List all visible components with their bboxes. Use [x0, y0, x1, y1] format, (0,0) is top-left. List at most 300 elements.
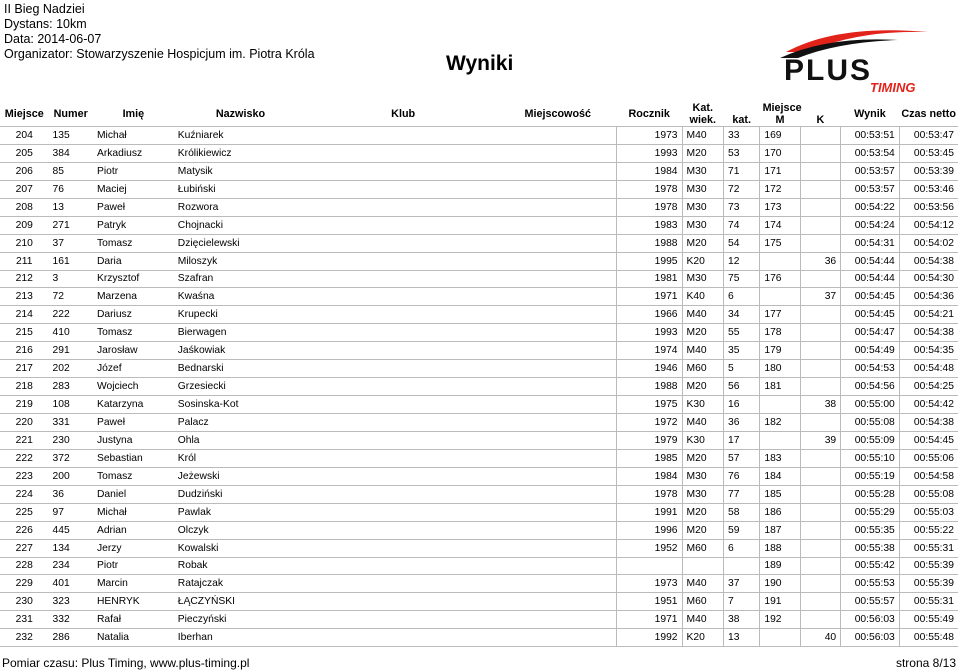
- table-header-row: [0, 102, 958, 114]
- results-body: [0, 127, 958, 647]
- cell-m: 180: [760, 360, 800, 378]
- cell-first-name: Rafał: [93, 611, 174, 629]
- cell-kat: 54: [723, 234, 759, 252]
- cell-kat: 59: [723, 521, 759, 539]
- cell-k: [800, 342, 840, 360]
- cell-place: 209: [0, 216, 49, 234]
- cell-cat: M30: [682, 216, 723, 234]
- cell-city: [499, 234, 616, 252]
- cell-m: 186: [760, 503, 800, 521]
- cell-net: 00:54:42: [899, 396, 958, 414]
- cell-year: 1975: [616, 396, 682, 414]
- cell-last-name: Bednarski: [174, 360, 307, 378]
- cell-k: [800, 485, 840, 503]
- cell-m: 174: [760, 216, 800, 234]
- cell-club: [307, 521, 499, 539]
- col-first-name: Imię: [122, 108, 145, 120]
- cell-cat: M40: [682, 306, 723, 324]
- cell-first-name: Natalia: [93, 629, 174, 647]
- cell-year: 1966: [616, 306, 682, 324]
- cell-k: [800, 611, 840, 629]
- cell-net: 00:54:21: [899, 306, 958, 324]
- cell-city: [499, 342, 616, 360]
- cell-place: 205: [0, 144, 49, 162]
- cell-place: 216: [0, 342, 49, 360]
- cell-cat: K40: [682, 288, 723, 306]
- cell-city: [499, 629, 616, 647]
- cell-number: 372: [49, 449, 93, 467]
- cell-city: [499, 360, 616, 378]
- cell-city: [499, 575, 616, 593]
- cell-first-name: Katarzyna: [93, 396, 174, 414]
- cell-year: 1992: [616, 629, 682, 647]
- cell-kat: 72: [723, 180, 759, 198]
- cell-m: 171: [760, 162, 800, 180]
- cell-k: [800, 198, 840, 216]
- cell-net: 00:54:35: [899, 342, 958, 360]
- cell-result: 00:54:44: [841, 252, 900, 270]
- cell-result: 00:55:28: [841, 485, 900, 503]
- cell-m: 181: [760, 378, 800, 396]
- table-row: [0, 557, 958, 575]
- cell-result: 00:55:00: [841, 396, 900, 414]
- cell-m: 189: [760, 557, 800, 575]
- cell-m: [760, 431, 800, 449]
- cell-year: 1971: [616, 611, 682, 629]
- cell-k: [800, 306, 840, 324]
- cell-club: [307, 575, 499, 593]
- cell-last-name: Ohla: [174, 431, 307, 449]
- cell-last-name: Szafran: [174, 270, 307, 288]
- cell-city: [499, 557, 616, 575]
- cell-kat: 71: [723, 162, 759, 180]
- cell-place: 206: [0, 162, 49, 180]
- cell-cat: K30: [682, 396, 723, 414]
- cell-club: [307, 539, 499, 557]
- cell-cat: M20: [682, 503, 723, 521]
- cell-city: [499, 449, 616, 467]
- cell-year: 1991: [616, 503, 682, 521]
- cell-cat: M60: [682, 539, 723, 557]
- cell-city: [499, 611, 616, 629]
- cell-net: 00:55:31: [899, 593, 958, 611]
- cell-m: 169: [760, 127, 800, 145]
- table-row: [0, 396, 958, 414]
- table-row: [0, 521, 958, 539]
- cell-net: 00:54:12: [899, 216, 958, 234]
- cell-club: [307, 449, 499, 467]
- cell-first-name: Tomasz: [93, 324, 174, 342]
- cell-first-name: Piotr: [93, 557, 174, 575]
- cell-last-name: Dzięcielewski: [174, 234, 307, 252]
- cell-first-name: Justyna: [93, 431, 174, 449]
- cell-number: 76: [49, 180, 93, 198]
- table-row: [0, 180, 958, 198]
- cell-kat: 5: [723, 360, 759, 378]
- cell-result: 00:54:47: [841, 324, 900, 342]
- cell-net: 00:54:38: [899, 414, 958, 432]
- cell-club: [307, 288, 499, 306]
- table-row: [0, 144, 958, 162]
- cell-m: 188: [760, 539, 800, 557]
- cell-last-name: Grzesiecki: [174, 378, 307, 396]
- cell-last-name: Pieczyński: [174, 611, 307, 629]
- cell-cat: M20: [682, 234, 723, 252]
- cell-year: [616, 557, 682, 575]
- cell-club: [307, 234, 499, 252]
- cell-kat: 12: [723, 252, 759, 270]
- cell-k: [800, 593, 840, 611]
- cell-cat: M20: [682, 449, 723, 467]
- table-row: [0, 449, 958, 467]
- cell-last-name: Jaśkowiak: [174, 342, 307, 360]
- cell-m: 179: [760, 342, 800, 360]
- cell-m: 173: [760, 198, 800, 216]
- cell-number: 384: [49, 144, 93, 162]
- cell-cat: M40: [682, 342, 723, 360]
- table-row: [0, 431, 958, 449]
- cell-last-name: Miloszyk: [174, 252, 307, 270]
- cell-net: 00:54:38: [899, 252, 958, 270]
- cell-k: [800, 127, 840, 145]
- page-title: Wyniki: [446, 52, 514, 75]
- cell-first-name: Patryk: [93, 216, 174, 234]
- cell-cat: M30: [682, 270, 723, 288]
- cell-place: 227: [0, 539, 49, 557]
- cell-place: 211: [0, 252, 49, 270]
- cell-result: 00:55:35: [841, 521, 900, 539]
- cell-number: 36: [49, 485, 93, 503]
- cell-city: [499, 306, 616, 324]
- cell-kat: 73: [723, 198, 759, 216]
- cell-year: 1979: [616, 431, 682, 449]
- cell-place: 213: [0, 288, 49, 306]
- cell-club: [307, 342, 499, 360]
- cell-k: [800, 216, 840, 234]
- cell-cat: K20: [682, 629, 723, 647]
- cell-cat: M60: [682, 360, 723, 378]
- cell-place: 207: [0, 180, 49, 198]
- cell-net: 00:55:03: [899, 503, 958, 521]
- cell-k: [800, 557, 840, 575]
- cell-result: 00:53:57: [841, 162, 900, 180]
- col-number: Numer: [53, 108, 88, 120]
- cell-kat: 7: [723, 593, 759, 611]
- cell-k: 37: [800, 288, 840, 306]
- cell-year: 1984: [616, 467, 682, 485]
- cell-cat: M40: [682, 611, 723, 629]
- cell-m: [760, 629, 800, 647]
- table-row: [0, 485, 958, 503]
- cell-place: 210: [0, 234, 49, 252]
- cell-number: 202: [49, 360, 93, 378]
- cell-year: 1978: [616, 485, 682, 503]
- cell-year: 1981: [616, 270, 682, 288]
- cell-club: [307, 611, 499, 629]
- cell-last-name: Olczyk: [174, 521, 307, 539]
- timing-credit: Pomiar czasu: Plus Timing, www.plus-timing.pl: [2, 656, 250, 670]
- cell-year: 1978: [616, 180, 682, 198]
- cell-last-name: Robak: [174, 557, 307, 575]
- cell-cat: [682, 557, 723, 575]
- cell-net: 00:54:48: [899, 360, 958, 378]
- cell-net: 00:53:45: [899, 144, 958, 162]
- cell-number: 13: [49, 198, 93, 216]
- cell-kat: 6: [723, 539, 759, 557]
- cell-k: [800, 503, 840, 521]
- table-row: [0, 575, 958, 593]
- col-place: Miejsce: [4, 108, 44, 120]
- cell-net: 00:55:49: [899, 611, 958, 629]
- cell-result: 00:55:42: [841, 557, 900, 575]
- cell-last-name: Sosinska-Kot: [174, 396, 307, 414]
- cell-m: [760, 396, 800, 414]
- cell-city: [499, 396, 616, 414]
- logo-text: PLUS: [784, 54, 873, 87]
- cell-place: 218: [0, 378, 49, 396]
- cell-kat: 74: [723, 216, 759, 234]
- cell-first-name: Daniel: [93, 485, 174, 503]
- cell-last-name: Kuźniarek: [174, 127, 307, 145]
- cell-cat: M30: [682, 198, 723, 216]
- cell-cat: K20: [682, 252, 723, 270]
- cell-first-name: HENRYK: [93, 593, 174, 611]
- cell-number: 85: [49, 162, 93, 180]
- cell-year: 1973: [616, 127, 682, 145]
- cell-city: [499, 324, 616, 342]
- cell-last-name: ŁĄCZYŃSKI: [174, 593, 307, 611]
- cell-last-name: Kwaśna: [174, 288, 307, 306]
- cell-cat: M20: [682, 144, 723, 162]
- cell-first-name: Adrian: [93, 521, 174, 539]
- cell-last-name: Królikiewicz: [174, 144, 307, 162]
- cell-number: 286: [49, 629, 93, 647]
- cell-number: 291: [49, 342, 93, 360]
- cell-city: [499, 431, 616, 449]
- cell-kat: 33: [723, 127, 759, 145]
- cell-net: 00:53:47: [899, 127, 958, 145]
- cell-last-name: Łubiński: [174, 180, 307, 198]
- cell-city: [499, 288, 616, 306]
- cell-club: [307, 414, 499, 432]
- cell-number: 230: [49, 431, 93, 449]
- cell-city: [499, 198, 616, 216]
- cell-net: 00:53:46: [899, 180, 958, 198]
- event-organizer: Organizator: Stowarzyszenie Hospicjum im. Piotra Króla: [4, 47, 315, 61]
- col-place-k: K: [816, 114, 825, 126]
- cell-city: [499, 270, 616, 288]
- col-last-name: Nazwisko: [215, 108, 266, 120]
- cell-year: 1952: [616, 539, 682, 557]
- cell-place: 214: [0, 306, 49, 324]
- cell-net: 00:55:08: [899, 485, 958, 503]
- cell-net: 00:54:45: [899, 431, 958, 449]
- cell-club: [307, 270, 499, 288]
- cell-club: [307, 162, 499, 180]
- cell-place: 231: [0, 611, 49, 629]
- cell-club: [307, 629, 499, 647]
- cell-result: 00:56:03: [841, 611, 900, 629]
- cell-m: [760, 252, 800, 270]
- cell-result: 00:54:53: [841, 360, 900, 378]
- cell-net: 00:55:39: [899, 557, 958, 575]
- cell-m: 182: [760, 414, 800, 432]
- cell-k: 40: [800, 629, 840, 647]
- cell-year: 1973: [616, 575, 682, 593]
- cell-result: 00:54:31: [841, 234, 900, 252]
- table-row: [0, 306, 958, 324]
- cell-m: 190: [760, 575, 800, 593]
- cell-k: [800, 467, 840, 485]
- cell-number: 222: [49, 306, 93, 324]
- table-row: [0, 252, 958, 270]
- cell-year: 1972: [616, 414, 682, 432]
- cell-last-name: Dudziński: [174, 485, 307, 503]
- table-row: [0, 378, 958, 396]
- cell-number: 97: [49, 503, 93, 521]
- cell-k: [800, 360, 840, 378]
- col-place-m: M: [775, 114, 785, 126]
- cell-m: 185: [760, 485, 800, 503]
- cell-place: 228: [0, 557, 49, 575]
- cell-number: 200: [49, 467, 93, 485]
- plus-timing-logo: [778, 22, 938, 94]
- table-row: [0, 629, 958, 647]
- cell-year: 1988: [616, 378, 682, 396]
- cell-kat: 34: [723, 306, 759, 324]
- cell-net: 00:54:38: [899, 324, 958, 342]
- cell-last-name: Kowalski: [174, 539, 307, 557]
- cell-number: 108: [49, 396, 93, 414]
- cell-club: [307, 378, 499, 396]
- cell-number: 135: [49, 127, 93, 145]
- cell-cat: M40: [682, 414, 723, 432]
- cell-last-name: Król: [174, 449, 307, 467]
- cell-club: [307, 360, 499, 378]
- cell-result: 00:54:56: [841, 378, 900, 396]
- cell-year: 1995: [616, 252, 682, 270]
- cell-place: 217: [0, 360, 49, 378]
- cell-place: 208: [0, 198, 49, 216]
- cell-first-name: Daria: [93, 252, 174, 270]
- cell-first-name: Sebastian: [93, 449, 174, 467]
- cell-net: 00:55:39: [899, 575, 958, 593]
- cell-first-name: Tomasz: [93, 234, 174, 252]
- cell-city: [499, 252, 616, 270]
- cell-cat: M60: [682, 593, 723, 611]
- cell-cat: M30: [682, 162, 723, 180]
- cell-kat: 75: [723, 270, 759, 288]
- cell-number: 332: [49, 611, 93, 629]
- table-row: [0, 342, 958, 360]
- cell-cat: M40: [682, 127, 723, 145]
- cell-year: 1983: [616, 216, 682, 234]
- cell-net: 00:54:58: [899, 467, 958, 485]
- cell-cat: M20: [682, 324, 723, 342]
- cell-place: 225: [0, 503, 49, 521]
- cell-place: 219: [0, 396, 49, 414]
- cell-kat: [723, 557, 759, 575]
- cell-m: 183: [760, 449, 800, 467]
- cell-city: [499, 503, 616, 521]
- table-row: [0, 270, 958, 288]
- cell-result: 00:54:24: [841, 216, 900, 234]
- cell-result: 00:56:03: [841, 629, 900, 647]
- cell-city: [499, 162, 616, 180]
- cell-net: 00:54:02: [899, 234, 958, 252]
- cell-first-name: Maciej: [93, 180, 174, 198]
- cell-first-name: Tomasz: [93, 467, 174, 485]
- cell-k: [800, 378, 840, 396]
- cell-result: 00:55:29: [841, 503, 900, 521]
- cell-year: 1978: [616, 198, 682, 216]
- cell-k: 36: [800, 252, 840, 270]
- event-info: [4, 2, 315, 62]
- cell-year: 1993: [616, 144, 682, 162]
- cell-year: 1985: [616, 449, 682, 467]
- cell-first-name: Paweł: [93, 414, 174, 432]
- cell-last-name: Jeżewski: [174, 467, 307, 485]
- cell-result: 00:55:57: [841, 593, 900, 611]
- cell-k: [800, 539, 840, 557]
- cell-number: 410: [49, 324, 93, 342]
- cell-club: [307, 557, 499, 575]
- cell-city: [499, 485, 616, 503]
- cell-net: 00:55:22: [899, 521, 958, 539]
- cell-m: 175: [760, 234, 800, 252]
- cell-net: 00:55:48: [899, 629, 958, 647]
- cell-net: 00:55:06: [899, 449, 958, 467]
- cell-place: 215: [0, 324, 49, 342]
- cell-year: 1946: [616, 360, 682, 378]
- cell-m: 172: [760, 180, 800, 198]
- table-row: [0, 162, 958, 180]
- cell-first-name: Marcin: [93, 575, 174, 593]
- cell-k: [800, 521, 840, 539]
- cell-club: [307, 485, 499, 503]
- cell-m: 191: [760, 593, 800, 611]
- cell-place: 204: [0, 127, 49, 145]
- cell-last-name: Ratajczak: [174, 575, 307, 593]
- cell-club: [307, 467, 499, 485]
- cell-result: 00:55:08: [841, 414, 900, 432]
- cell-number: 283: [49, 378, 93, 396]
- cell-club: [307, 396, 499, 414]
- cell-k: 38: [800, 396, 840, 414]
- table-row: [0, 198, 958, 216]
- cell-m: [760, 288, 800, 306]
- cell-kat: 77: [723, 485, 759, 503]
- cell-result: 00:53:57: [841, 180, 900, 198]
- cell-number: 72: [49, 288, 93, 306]
- cell-kat: 36: [723, 414, 759, 432]
- cell-place: 232: [0, 629, 49, 647]
- cell-city: [499, 414, 616, 432]
- cell-city: [499, 127, 616, 145]
- cell-number: 234: [49, 557, 93, 575]
- cell-club: [307, 431, 499, 449]
- cell-club: [307, 180, 499, 198]
- table-row: [0, 127, 958, 145]
- cell-kat: 35: [723, 342, 759, 360]
- cell-m: 177: [760, 306, 800, 324]
- event-distance: Dystans: 10km: [4, 17, 87, 31]
- cell-cat: M30: [682, 180, 723, 198]
- cell-cat: M30: [682, 485, 723, 503]
- cell-first-name: Michał: [93, 503, 174, 521]
- cell-club: [307, 252, 499, 270]
- cell-year: 1988: [616, 234, 682, 252]
